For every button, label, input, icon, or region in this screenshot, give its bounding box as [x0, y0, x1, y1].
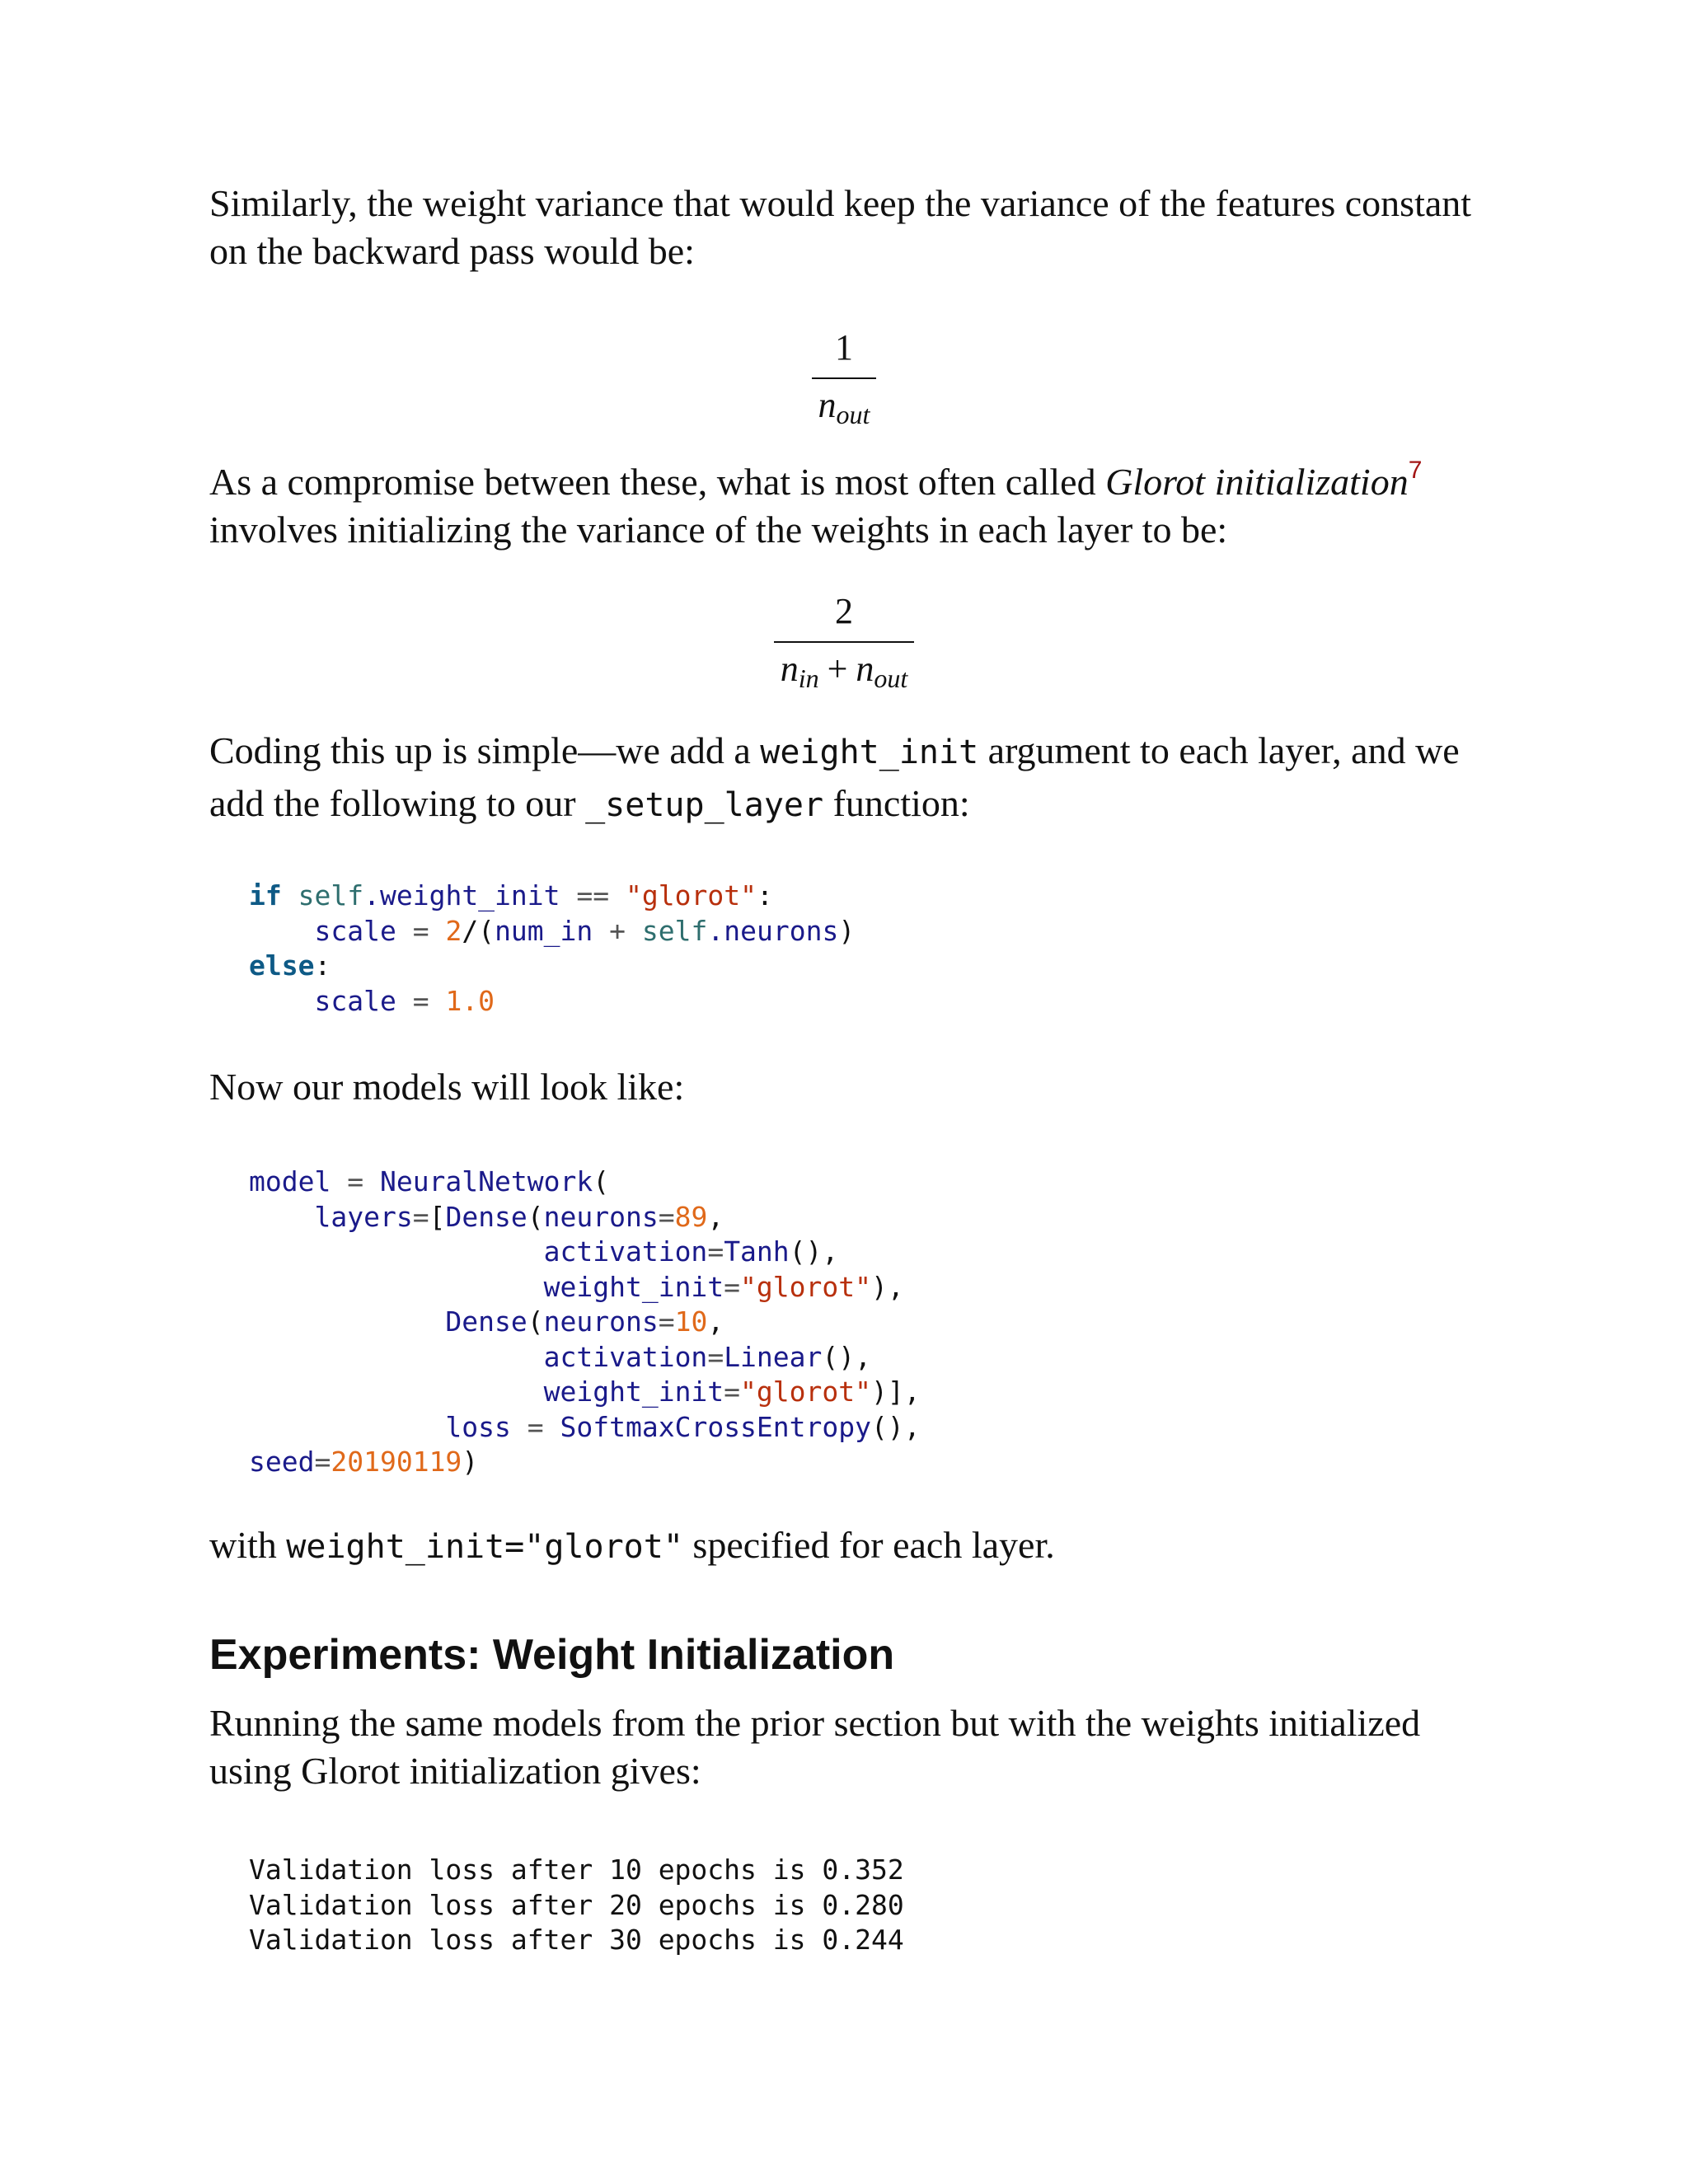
code-block-scale: if self.weight_init == "glorot": scale = 2/(num_in + self.neurons) else: scale = 1.0 — [249, 879, 856, 1017]
code-block-model: model = NeuralNetwork( layers=[Dense(neurons=89, activation=Tanh(), weight_init="glorot"), Dense(neurons=10, activation=Linear(), weight_init="glorot")], loss = SoftmaxCrossEntropy(), seed=20190119) — [249, 1165, 921, 1478]
footnote-marker[interactable]: 7 — [1408, 457, 1423, 484]
fraction-numerator: 2 — [834, 591, 853, 631]
paragraph-coding: Coding this up is simple—we add a weight_init argument to each layer, and we add the following to our _setup_layer function: — [209, 729, 1460, 824]
inline-code-setup-layer: _setup_layer — [585, 786, 824, 824]
fraction — [812, 323, 877, 429]
glorot-emphasis: Glorot initialization — [1105, 461, 1409, 503]
inline-code-weight-init-glorot: weight_init="glorot" — [286, 1528, 683, 1566]
output-line: Validation loss after 10 epochs is 0.352 — [249, 1854, 904, 1886]
paragraph-running: Running the same models from the prior section but with the weights initialized using Glorot initialization gives: — [209, 1702, 1421, 1792]
fraction-bar — [812, 377, 877, 379]
paragraph-models: Now our models will look like: — [209, 1066, 685, 1108]
fraction-denominator: $n_{in} + n_{out}$ — [780, 649, 908, 693]
formula-one-over-n-out — [0, 323, 1688, 429]
paragraph-glorot-specified: with weight_init="glorot" specified for each layer. — [209, 1524, 1055, 1566]
output-block — [249, 1853, 904, 1958]
paragraph-backward-pass: Similarly, the weight variance that would keep the variance of the features constant on the backward pass would be: — [209, 182, 1472, 272]
fraction — [774, 587, 915, 692]
section-heading: Experiments: Weight Initialization — [209, 1631, 895, 1679]
fraction-bar — [774, 641, 915, 643]
output-line: Validation loss after 20 epochs is 0.280 — [249, 1888, 904, 1921]
formula-two-over-sum — [0, 587, 1688, 692]
paragraph-glorot-intro: As a compromise between these, what is most often called Glorot initialization$^7$ involves initializing the variance of the weights in each layer to be: — [209, 457, 1423, 551]
inline-code-weight-init: weight_init — [760, 733, 979, 771]
fraction-denominator: $n_{out}$ — [818, 385, 870, 429]
output-line: Validation loss after 30 epochs is 0.244 — [249, 1924, 904, 1956]
fraction-numerator: 1 — [834, 327, 853, 368]
